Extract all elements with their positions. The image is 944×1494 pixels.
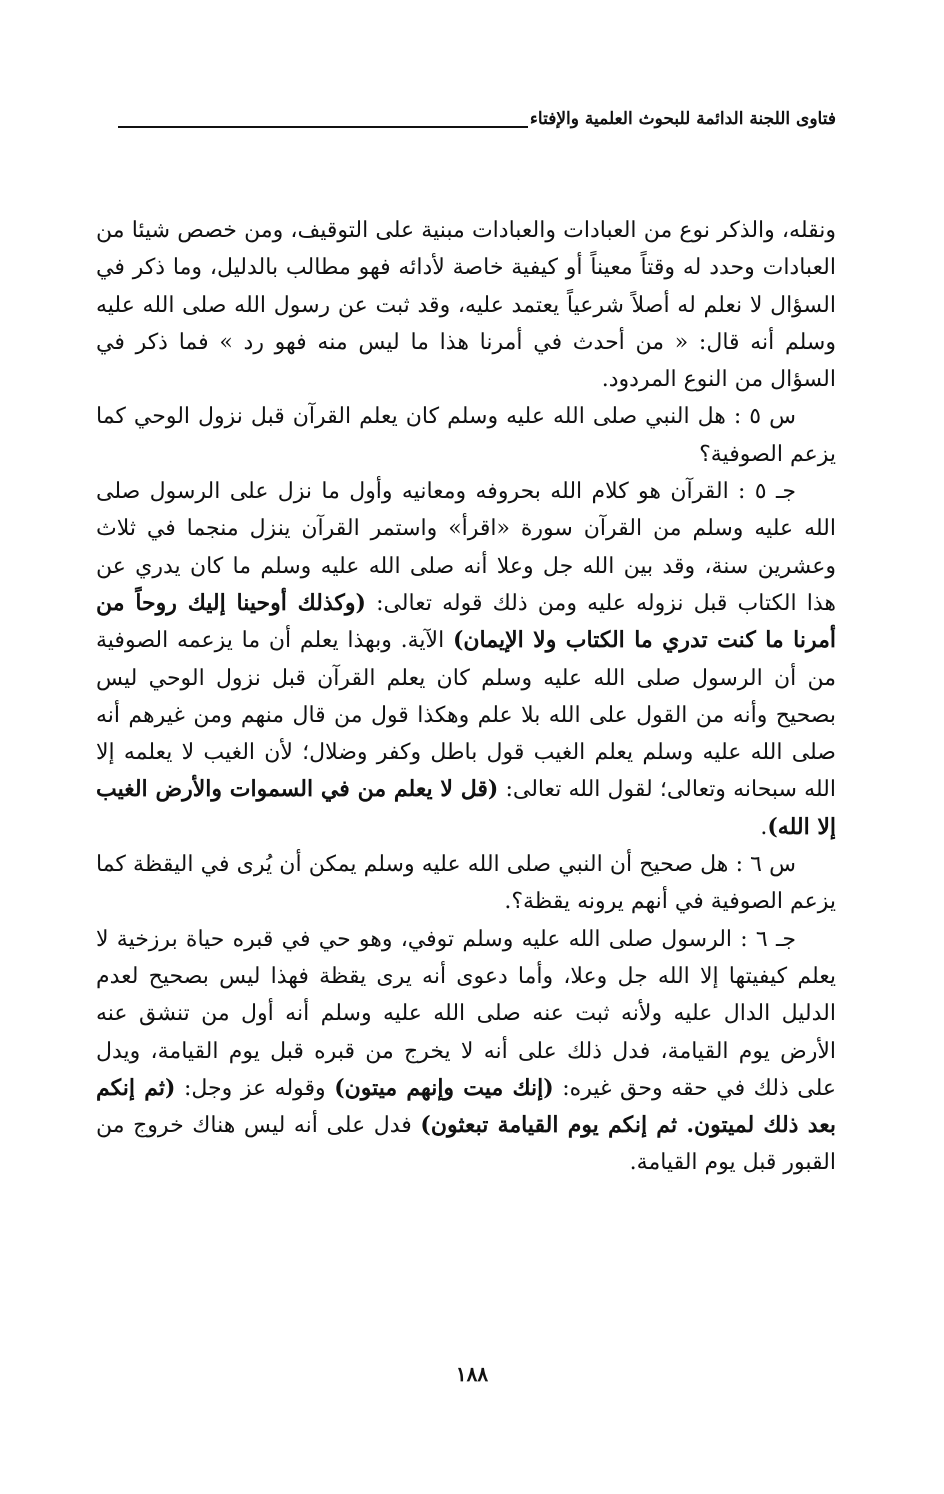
quran-verse: (وكذلك أوحينا إليك روحاً من أمرنا ما كنت تدري ما الكتاب ولا الإيمان) bbox=[96, 589, 836, 654]
answer-text: جـ ٦ : الرسول صلى الله عليه وسلم توفي، وهو حي في قبره حياة برزخية لا يعلم كيفيتها إلا الله جل وعلا، وأما دعوى أنه يرى يقظة فهذا ليس بصحيح لعدم الدليل الدال عليه ولأنه ثبت عنه صلى الله عليه وسلم أنه أول من تنشق عنه الأرض يوم القيامة، فدل ذلك على أنه لا يخرج من قبره قبل يوم القيامة، ويدل على ذلك في حقه وحق غيره: bbox=[96, 926, 836, 1101]
header-rule bbox=[118, 126, 528, 128]
running-header bbox=[118, 100, 836, 132]
header-title: فتاوى اللجنة الدائمة للبحوث العلمية والإفتاء bbox=[529, 109, 836, 129]
quran-verse: (ثم إنكم بعد ذلك لميتون. ثم إنكم يوم القيامة تبعثون) bbox=[96, 1074, 836, 1139]
question-text: س ٦ : هل صحيح أن النبي صلى الله عليه وسلم يمكن أن يُرى في اليقظة كما يزعم الصوفية في أنهم يرونه يقظة؟. bbox=[96, 852, 836, 915]
quran-verse: (إنك ميت وإنهم ميتون) bbox=[334, 1074, 554, 1101]
answer-text: جـ ٥ : القرآن هو كلام الله بحروفه ومعانيه وأول ما نزل على الرسول صلى الله عليه وسلم من القرآن سورة «اقرأ» واستمر القرآن ينزل منجما في ثلاث وعشرين سنة، وقد بين الله جل وعلا أنه صلى الله عليه وسلم ما كان يدري عن هذا الكتاب قبل نزوله عليه ومن ذلك قوله تعالى: bbox=[96, 479, 836, 616]
answer-text: . bbox=[760, 814, 768, 840]
quran-verse: (قل لا يعلم من في السموات والأرض الغيب إلا الله) bbox=[96, 776, 836, 840]
paragraph-text: ونقله، والذكر نوع من العبادات والعبادات مبنية على التوقيف، ومن خصص شيئا من العبادات وحدد له وقتاً معيناً أو كيفية خاصة لأدائه فهو مطالب بالدليل، وما ذكر في السؤال لا نعلم له أصلاً شرعياً يعتمد عليه، وقد ثبت عن رسول الله صلى الله عليه وسلم أنه قال: « من أحدث في أمرنا هذا ما ليس منه فهو رد » فما ذكر في السؤال من النوع المردود. bbox=[96, 218, 836, 393]
question-5 bbox=[96, 398, 836, 473]
answer-text: فدل على أنه ليس هناك خروج من القبور قبل يوم القيامة. bbox=[96, 1113, 836, 1176]
paragraph-continuation bbox=[96, 212, 836, 398]
answer-5 bbox=[96, 473, 836, 846]
answer-text: الآية. وبهذا يعلم أن ما يزعمه الصوفية من أن الرسول صلى الله عليه وسلم كان يعلم القرآن قبل نزول الوحي ليس بصحيح وأنه من القول على الله بلا علم وهكذا قول من قال منهم ومن غيرهم أنه صلى الله عليه وسلم يعلم الغيب قول باطل وكفر وضلال؛ لأن الغيب لا يعلمه إلا الله سبحانه وتعالى؛ لقول الله تعالى: bbox=[96, 628, 836, 803]
question-6 bbox=[96, 846, 836, 921]
answer-text: وقوله عز وجل: bbox=[175, 1075, 335, 1101]
answer-6 bbox=[96, 921, 836, 1182]
body-text bbox=[96, 212, 836, 1182]
question-text: س ٥ : هل النبي صلى الله عليه وسلم كان يعلم القرآن قبل نزول الوحي كما يزعم الصوفية؟ bbox=[96, 404, 836, 467]
page-number: ١٨٨ bbox=[455, 1362, 489, 1386]
